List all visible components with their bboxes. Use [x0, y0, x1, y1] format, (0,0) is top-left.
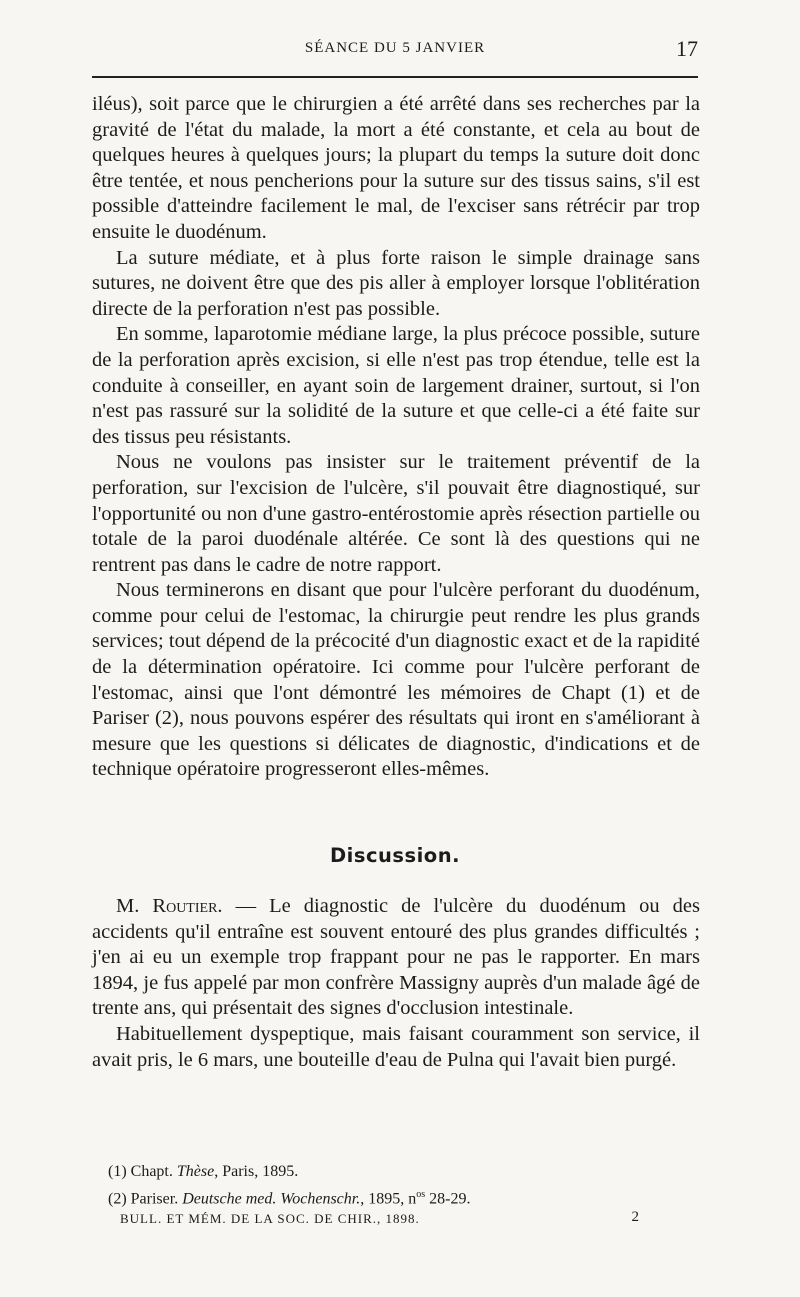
paragraph: Nous ne voulons pas insister sur le traitement préventif de la perforation, sur l'excision de l'ulcère, s'il pouvait être diagnostiqué, sur l'opportunité ou non d'une gastro-entérostomie après résection partielle ou totale de la paroi duodénale altérée. Ce sont là des questions qui ne rentrent pas dans le cadre de notre rapport. — [92, 451, 700, 576]
report-body — [92, 92, 700, 783]
footnote-number: (1) — [108, 1163, 127, 1180]
running-header — [92, 36, 698, 68]
page-footer — [120, 1211, 640, 1227]
footnote-rest: , Paris, 1895. — [214, 1163, 299, 1180]
signature-mark: 2 — [631, 1209, 640, 1225]
journal-citation: BULL. ET MÉM. DE LA SOC. DE CHIR., 1898. — [120, 1211, 420, 1226]
footnote-number: (2) — [108, 1190, 127, 1208]
footnote-title: Thèse — [176, 1163, 215, 1180]
paragraph-text: — Le diagnostic de l'ulcère du duodénum ou des accidents qu'il entraîne est souvent entouré des plus grandes difficultés ; j'en ai eu un exemple trop frappant pour ne pas le rapporter. En mars 1894, je fus appelé par mon confrère Massigny auprès d'un malade âgé de trente ans, qui présentait des signes d'occlusion intestinale. — [92, 895, 701, 1020]
paragraph: Habituellement dyspeptique, mais faisant couramment son service, il avait pris, le 6 mars, une bouteille d'eau de Pulna qui l'avait bien purgé. — [92, 1022, 700, 1071]
footnote-author: Pariser. — [130, 1190, 179, 1208]
page-number: 17 — [676, 36, 698, 61]
footnotes — [108, 1160, 708, 1210]
footnote-superscript: os — [416, 1189, 426, 1200]
footnote-title: Deutsche med. Wochenschr. — [182, 1190, 361, 1208]
footnote-1 — [108, 1160, 708, 1183]
discussion-body — [92, 894, 700, 1073]
footnote-pages: 28-29. — [425, 1190, 471, 1208]
paragraph: En somme, laparotomie médiane large, la plus précoce possible, suture de la perforation après excision, si elle n'est pas trop étendue, telle est la conduite à conseiller, en ayant soin de largement drainer, surtout, si l'on n'est pas rassuré sur la solidité de la suture et que celle-ci a été faite sur des tissus peu résistants. — [92, 323, 700, 448]
running-title: SÉANCE DU 5 JANVIER — [304, 40, 486, 56]
paragraph: iléus), soit parce que le chirurgien a été arrêté dans ses recherches par la gravité de l'état du malade, la mort a été constante, et cela au bout de quelques heures à quelques jours; la plupart du temps la suture doit donc être tentée, et nous pencherions pour la suture sur des tissus sains, s'il est possible d'atteindre facilement le mal, de l'exciser sans rétrécir par trop ensuite le duodénum. — [92, 93, 700, 243]
paragraph: La suture médiate, et à plus forte raison le simple drainage sans sutures, ne doivent être que des pis aller à employer lorsque l'oblitération directe de la perforation n'est pas possible. — [92, 246, 700, 320]
speaker-name: Routier. — [152, 895, 223, 917]
section-heading: Discussion. — [329, 844, 460, 867]
footnote-author: Chapt. — [130, 1163, 173, 1180]
speaker-initial: M. — [116, 895, 140, 917]
paragraph — [92, 894, 700, 1022]
header-rule — [92, 76, 698, 78]
footnote-2 — [108, 1183, 708, 1210]
footnote-rest: , 1895, n — [360, 1190, 417, 1208]
paragraph: Nous terminerons en disant que pour l'ulcère perforant du duodénum, comme pour celui de l'estomac, la chirurgie peut rendre les plus grands services; tout dépend de la précocité d'un diagnostic exact et de la rapidité de la détermination opératoire. Ici comme pour l'ulcère perforant de l'estomac, ainsi que l'ont démontré les mémoires de Chapt (1) et de Pariser (2), nous pouvons espérer des résultats qui iront en s'améliorant à mesure que les questions si délicates de diagnostic, d'indications et de technique opératoire progresseront elles-mêmes. — [92, 579, 700, 781]
